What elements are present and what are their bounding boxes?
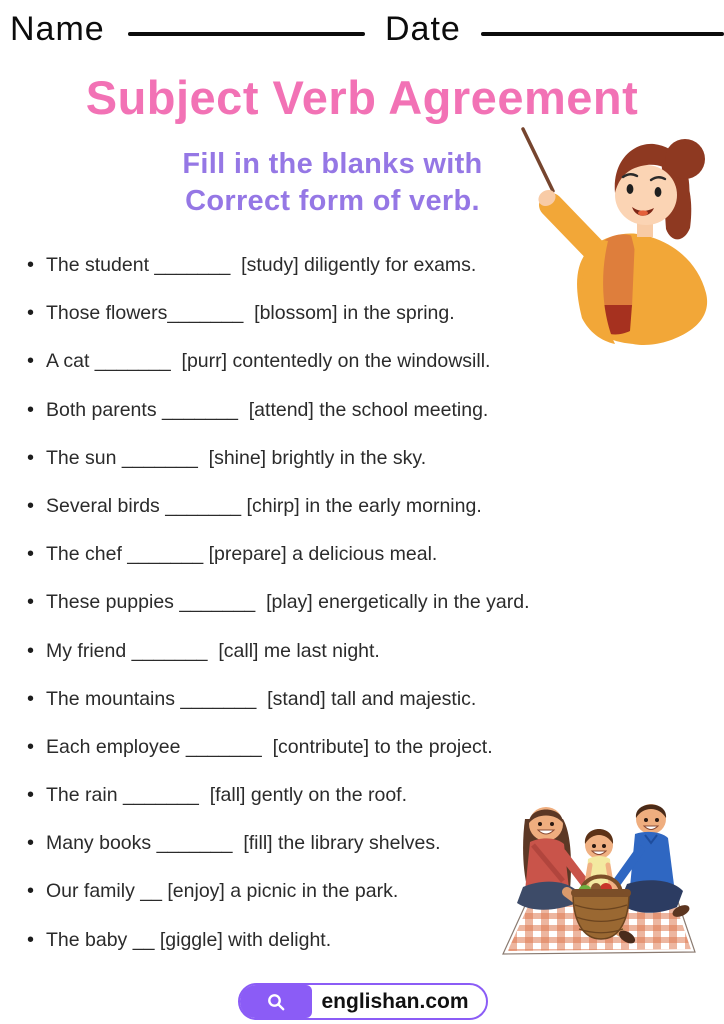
worksheet-item (27, 241, 667, 289)
picnic-basket (571, 877, 631, 940)
answer-blank[interactable]: _______ (180, 687, 257, 710)
sentence-after: [fill] the library shelves. (232, 832, 441, 855)
hair-bun (665, 139, 705, 179)
answer-blank[interactable]: _______ (131, 639, 208, 662)
sentence-after: [purr] contentedly on the windowsill. (170, 350, 491, 373)
worksheet-item (27, 482, 667, 530)
sentence-before: My friend (46, 639, 132, 662)
sentence-after: [call] me last night. (207, 639, 380, 662)
date-label: Date (385, 10, 461, 48)
sentence-after: [study] diligently for exams. (230, 254, 477, 276)
sentence-before: Many books (46, 832, 157, 855)
worksheet-item (27, 434, 667, 482)
answer-blank[interactable]: _______ (165, 494, 242, 517)
worksheet-item (27, 627, 667, 675)
sentence-after: [chirp] in the early morning. (241, 494, 482, 517)
sentence-before: Our family (46, 880, 141, 903)
answer-blank[interactable]: _______ (156, 832, 233, 855)
sentence-after: [giggle] with delight. (154, 928, 332, 951)
sentence-after: [fall] gently on the roof. (198, 784, 407, 807)
answer-blank[interactable]: _______ (122, 784, 199, 807)
sentence-after: [contribute] to the project. (261, 735, 493, 758)
search-icon (266, 992, 286, 1012)
worksheet-item (27, 675, 667, 723)
worksheet-item (27, 723, 667, 771)
answer-blank[interactable]: __ (132, 928, 155, 951)
answer-blank[interactable]: _______ (185, 735, 262, 758)
sentence-after: [prepare] a delicious meal. (203, 543, 438, 566)
sentence-before: Several birds (46, 494, 166, 517)
family-picnic-icon (493, 793, 721, 965)
answer-blank[interactable]: _______ (127, 543, 204, 566)
sentence-after: [blossom] in the spring. (243, 302, 455, 325)
sentence-before: The student (46, 254, 155, 276)
subtitle (85, 146, 580, 220)
sentence-after: [play] energetically in the yard. (255, 591, 530, 614)
answer-blank[interactable]: _______ (121, 446, 198, 469)
worksheet-item (27, 289, 667, 337)
answer-blank[interactable]: _______ (179, 591, 256, 614)
sentence-before: These puppies (46, 591, 180, 614)
sentence-before: Those flowers (46, 302, 168, 325)
answer-blank[interactable]: _______ (162, 398, 238, 421)
sentence-before: The mountains (46, 687, 181, 710)
answer-blank[interactable]: _______ (167, 302, 244, 325)
sentence-before: The rain (46, 784, 123, 807)
answer-blank[interactable]: _______ (154, 254, 231, 276)
date-fill-line[interactable] (481, 32, 724, 36)
name-label: Name (10, 10, 105, 48)
answer-blank[interactable]: __ (140, 880, 162, 903)
worksheet-item (27, 530, 667, 578)
worksheet-item (27, 578, 667, 626)
sentence-after: [shine] brightly in the sky. (197, 446, 427, 469)
worksheet-item (27, 386, 667, 434)
subtitle-line-2: Correct form of verb. (185, 185, 480, 217)
sentence-after: [attend] the school meeting. (237, 398, 489, 421)
subtitle-line-1: Fill in the blanks with (182, 148, 483, 180)
name-fill-line[interactable] (128, 32, 365, 36)
sentence-after: [stand] tall and majestic. (256, 687, 477, 710)
sentence-before: Both parents (46, 398, 162, 421)
worksheet-item (27, 337, 667, 385)
answer-blank[interactable]: _______ (94, 350, 171, 373)
footer-search-bar[interactable] (238, 983, 488, 1020)
sentence-before: The chef (46, 543, 128, 566)
search-icon-cap[interactable] (240, 985, 312, 1018)
family-picnic-illustration (493, 793, 721, 965)
sentence-after: [enjoy] a picnic in the park. (161, 880, 399, 903)
pointer-stick (523, 129, 553, 191)
sentence-before: The sun (46, 446, 122, 469)
sentence-before: Each employee (46, 735, 186, 758)
sentence-before: The baby (46, 928, 133, 951)
sentence-before: A cat (46, 350, 95, 373)
site-name: englishan.com (321, 989, 469, 1013)
page-title: Subject Verb Agreement (85, 71, 639, 124)
